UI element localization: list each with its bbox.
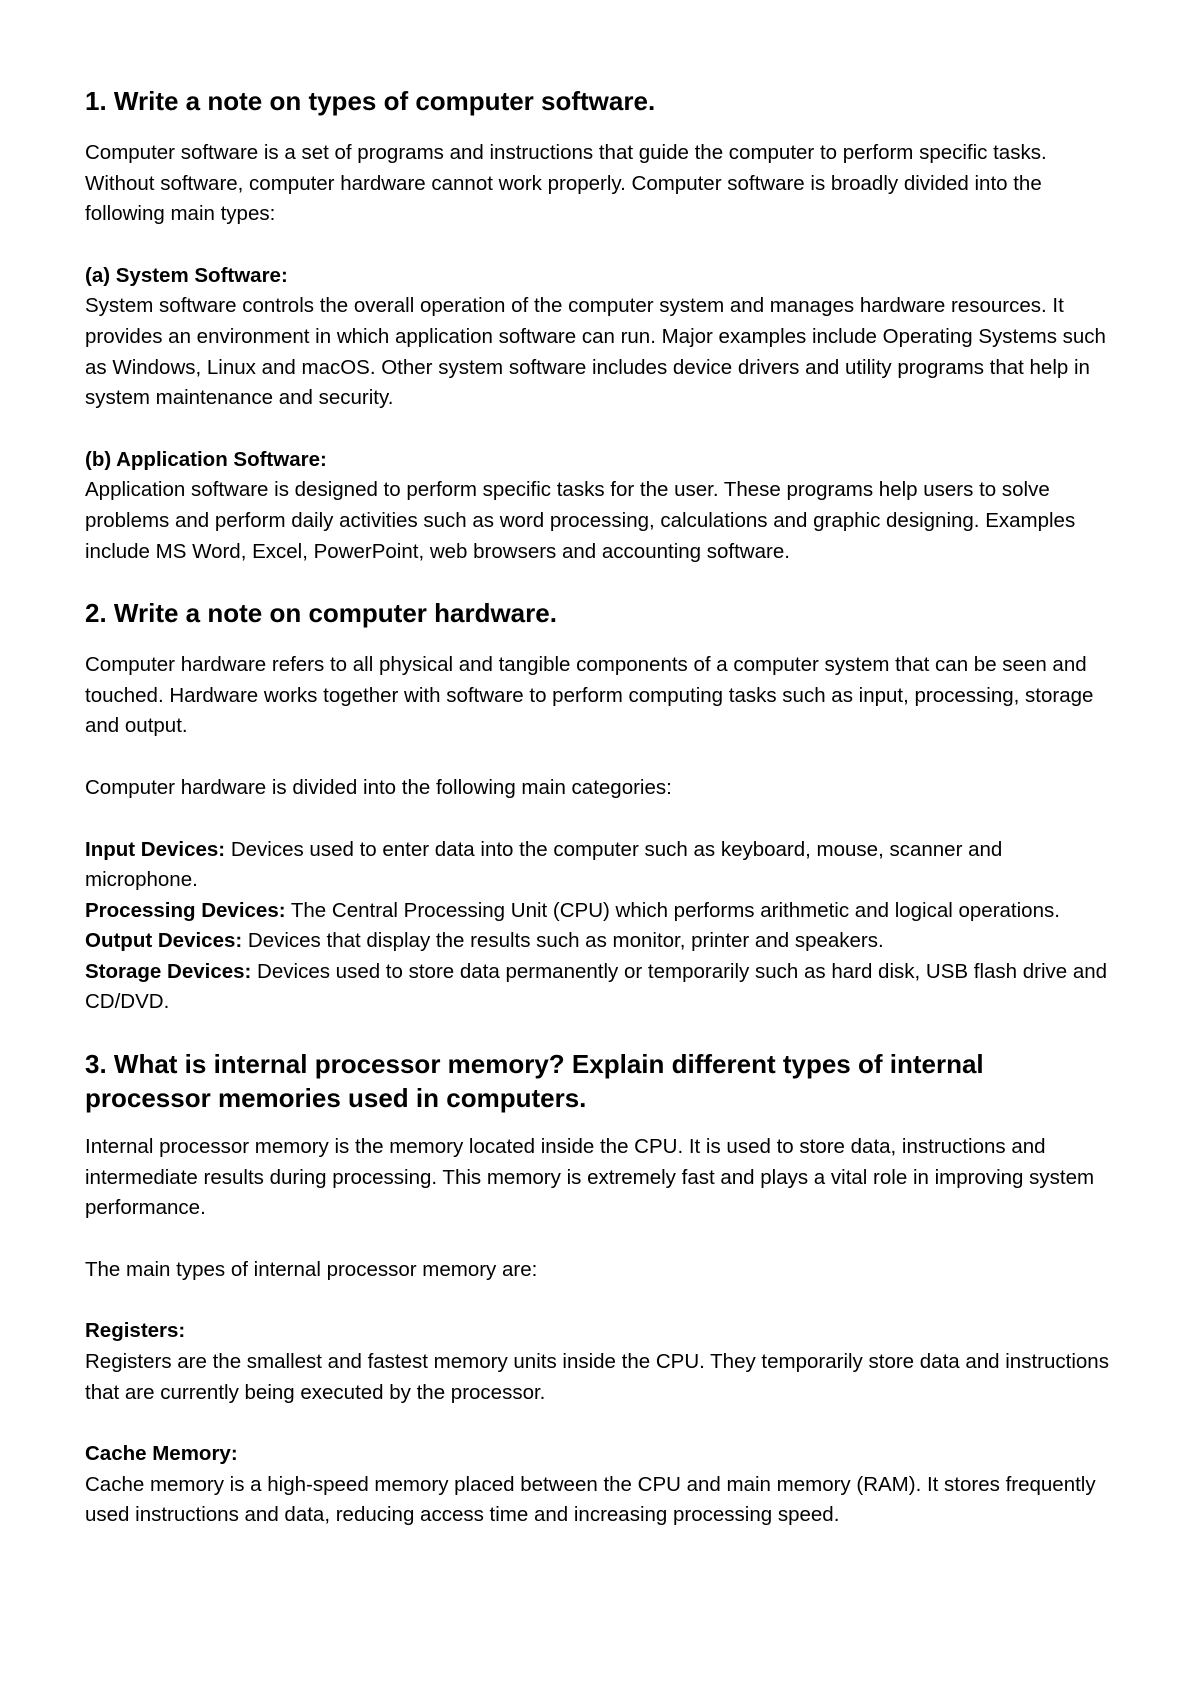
output-devices-desc: Devices that display the results such as monitor, printer and speakers. [242,929,884,953]
application-software-title: (b) Application Software: [85,447,327,471]
storage-devices-desc: Devices used to store data permanently or temporarily such as hard disk, USB flash drive and CD/DVD. [85,959,1108,1014]
registers-text: Registers are the smallest and fastest memory units inside the CPU. They temporarily store data and instructions that are currently being executed by the processor. [85,1350,1109,1404]
system-software-section [85,261,1114,414]
input-devices-term: Input Devices: [85,837,226,861]
question-2-heading: 2. Write a note on computer hardware. [85,598,557,629]
input-devices-desc: Devices used to enter data into the computer such as keyboard, mouse, scanner and microphone. [85,837,1003,892]
application-software-text: Application software is designed to perform specific tasks for the user. These programs help users to solve problems and perform daily activities such as word processing, calculations and graphic designing. Examples include MS Word, Excel, PowerPoint, web browsers and accounting software. [85,478,1076,563]
processing-devices-term: Processing Devices: [85,898,286,922]
output-devices-term: Output Devices: [85,929,243,953]
question-3-heading: 3. What is internal processor memory? Explain different types of internal processor memories used in computers. [85,1049,984,1114]
system-software-text: System software controls the overall operation of the computer system and manages hardware resources. It provides an environment in which application software can run. Major examples include Operating Systems such as Windows, Linux and macOS. Other system software includes device drivers and utility programs that help in system maintenance and security. [85,294,1106,410]
question-1-intro: Computer software is a set of programs and instructions that guide the computer to perform specific tasks. Without software, computer hardware cannot work properly. Computer software is broadly divided into the following main types: [85,141,1047,226]
system-software-title: (a) System Software: [85,263,288,287]
memory-types-intro: The main types of internal processor memory are: [85,1257,538,1281]
list-item [85,957,1114,1018]
registers-title: Registers: [85,1319,186,1343]
question-3-intro: Internal processor memory is the memory located inside the CPU. It is used to store data, instructions and intermediate results during processing. This memory is extremely fast and plays a vital role in improving system performance. [85,1135,1095,1220]
list-item [85,896,1114,927]
cache-memory-section [85,1439,1114,1531]
registers-section [85,1316,1114,1408]
cache-memory-text: Cache memory is a high-speed memory placed between the CPU and main memory (RAM). It stores frequently used instructions and data, reducing access time and increasing processing speed. [85,1472,1096,1527]
hardware-categories-list [85,835,1114,1019]
processing-devices-desc: The Central Processing Unit (CPU) which performs arithmetic and logical operations. [285,898,1060,922]
cache-memory-title: Cache Memory: [85,1442,238,1466]
storage-devices-term: Storage Devices: [85,959,252,983]
list-item [85,926,1114,957]
application-software-section [85,445,1114,567]
question-1-heading: 1. Write a note on types of computer software. [85,86,656,116]
list-item [85,835,1114,896]
question-2-intro: Computer hardware refers to all physical and tangible components of a computer system that can be seen and touched. Hardware works together with software to perform computing tasks such as input, processing, storage and output. [85,653,1094,738]
hardware-categories-intro: Computer hardware is divided into the following main categories: [85,775,672,799]
